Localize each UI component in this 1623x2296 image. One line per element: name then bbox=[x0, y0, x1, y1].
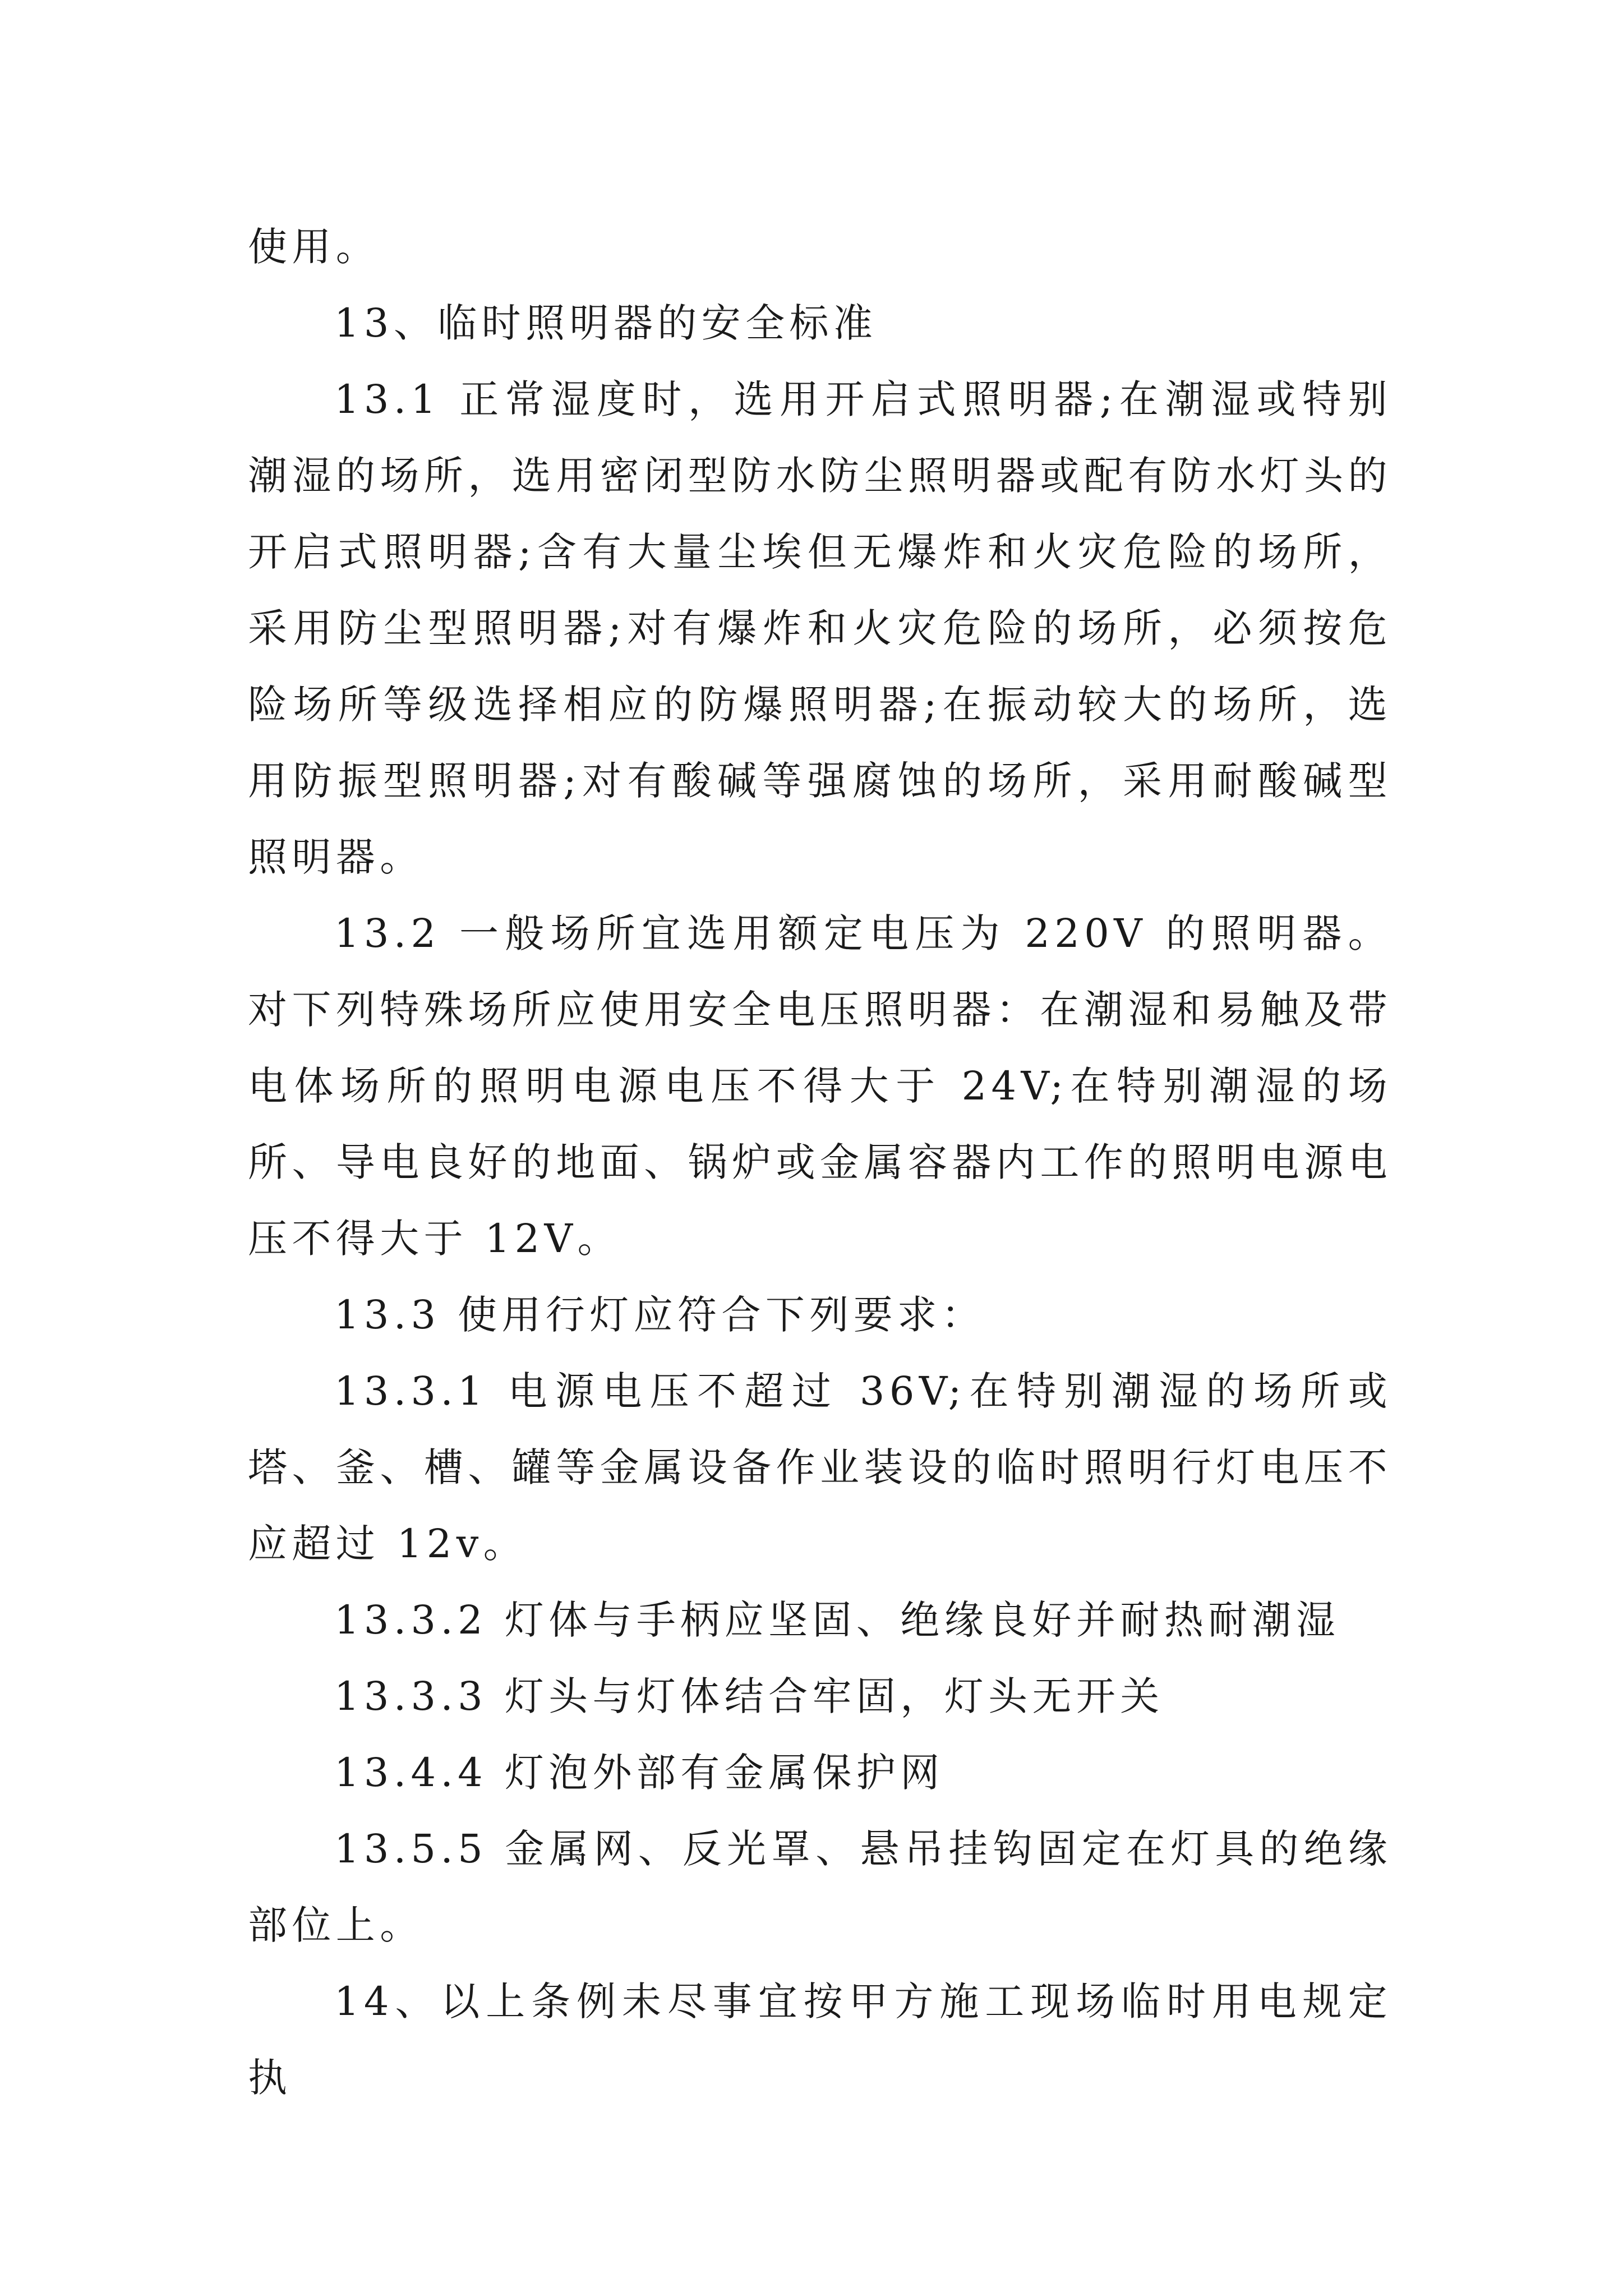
paragraph-13-3-2: 13.3.2 灯体与手柄应坚固、绝缘良好并耐热耐潮湿 bbox=[334, 1597, 1340, 1643]
paragraph-13-1: 13.1 正常湿度时，选用开启式照明器;在潮湿或特别潮湿的场所，选用密闭型防水防尘照明器或配有防水灯头的开启式照明器;含有大量尘埃但无爆炸和火灾危险的场所，采用防尘型照明器;对有爆炸和火灾危险的场所，必须按危险场所等级选择相应的防爆照明器;在振动较大的场所，选用防振型照明器;对有酸碱等强腐蚀的场所，采用耐酸碱型照明器。 bbox=[248, 376, 1392, 880]
paragraph-13-3-1: 13.3.1 电源电压不超过 36V;在特别潮湿的场所或塔、釜、槽、罐等金属设备作业装设的临时照明行灯电压不应超过 12v。 bbox=[248, 1368, 1392, 1567]
document-body bbox=[248, 209, 1392, 2116]
paragraph-14: 14、以上条例未尽事宜按甲方施工现场临时用电规定执 bbox=[248, 1978, 1392, 2101]
paragraph-13-2: 13.2 一般场所宜选用额定电压为 220V 的照明器。对下列特殊场所应使用安全电压照明器：在潮湿和易触及带电体场所的照明电源电压不得大于 24V;在特别潮湿的场所、导电良好的地面、锅炉或金属容器内工作的照明电源电压不得大于 12V。 bbox=[248, 910, 1392, 1262]
paragraph-continuation: 使用。 bbox=[248, 224, 380, 270]
section-heading-13: 13、临时照明器的安全标准 bbox=[334, 300, 878, 346]
paragraph-13-5-5: 13.5.5 金属网、反光罩、悬吊挂钩固定在灯具的绝缘部位上。 bbox=[248, 1826, 1392, 1948]
paragraph-13-3-3: 13.3.3 灯头与灯体结合牢固，灯头无开关 bbox=[334, 1673, 1164, 1719]
paragraph-13-3: 13.3 使用行灯应符合下列要求： bbox=[334, 1292, 985, 1338]
paragraph-13-4-4: 13.4.4 灯泡外部有金属保护网 bbox=[334, 1750, 944, 1796]
